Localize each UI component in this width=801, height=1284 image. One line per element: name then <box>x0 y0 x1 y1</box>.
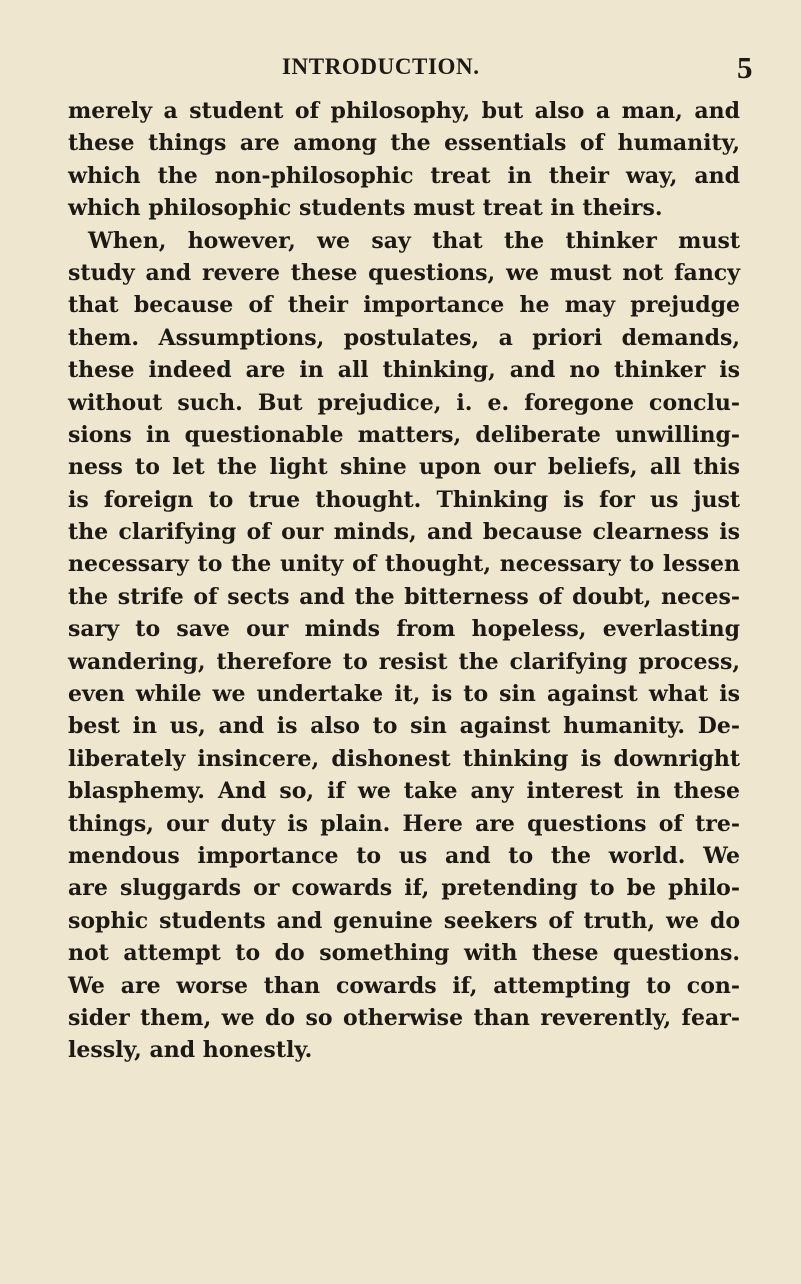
text-line: that because of their importance he may prejudge <box>68 292 740 319</box>
text-line: not attempt to do something with these questions. <box>68 940 740 967</box>
text-line: things, our duty is plain. Here are questions of tre- <box>68 810 740 837</box>
text-line: the strife of sects and the bitterness of doubt, neces- <box>68 583 740 610</box>
text-line: sophic students and genuine seekers of truth, we do <box>68 907 740 934</box>
running-title: INTRODUCTION. <box>282 54 480 79</box>
text-line: We are worse than cowards if, attempting to con- <box>68 972 740 999</box>
running-head <box>0 50 801 88</box>
text-line: sider them, we do so otherwise than reverently, fear- <box>68 1004 740 1031</box>
text-line: wandering, therefore to resist the clarifying process, <box>68 648 740 675</box>
text-line: them. Assumptions, postulates, a priori demands, <box>68 324 740 351</box>
text-line: merely a student of philosophy, but also a man, and <box>68 98 740 124</box>
text-line: sions in questionable matters, deliberate unwilling- <box>68 421 740 448</box>
text-line: is foreign to true thought. Thinking is for us just <box>68 486 740 513</box>
text-line: which the non-philosophic treat in their way, and <box>68 162 740 189</box>
text-line: are sluggards or cowards if, pretending to be philo- <box>68 875 740 902</box>
text-line: sary to save our minds from hopeless, everlasting <box>68 616 740 643</box>
text-line: without such. But prejudice, i. e. foregone conclu- <box>68 389 740 416</box>
text-line: which philosophic students must treat in theirs. <box>68 195 663 222</box>
text-line: these things are among the essentials of humanity, <box>68 130 740 157</box>
text-line: ness to let the light shine upon our beliefs, all this <box>68 454 740 481</box>
page-number: 5 <box>737 50 753 85</box>
body-text <box>68 95 740 1067</box>
text-line: When, however, we say that the thinker must <box>88 227 740 254</box>
text-line: the clarifying of our minds, and because clearness is <box>68 519 740 546</box>
text-line: blasphemy. And so, if we take any interest in these <box>68 778 740 805</box>
text-line: these indeed are in all thinking, and no thinker is <box>68 357 740 384</box>
text-line: best in us, and is also to sin against humanity. De- <box>68 713 740 740</box>
text-line: mendous importance to us and to the world. We <box>68 842 740 869</box>
text-line: necessary to the unity of thought, necessary to lessen <box>68 551 740 578</box>
text-line: lessly, and honestly. <box>68 1037 313 1064</box>
text-line: study and revere these questions, we must not fancy <box>68 259 740 286</box>
text-line: liberately insincere, dishonest thinking is downright <box>68 745 740 772</box>
text-line: even while we undertake it, is to sin against what is <box>68 681 740 708</box>
